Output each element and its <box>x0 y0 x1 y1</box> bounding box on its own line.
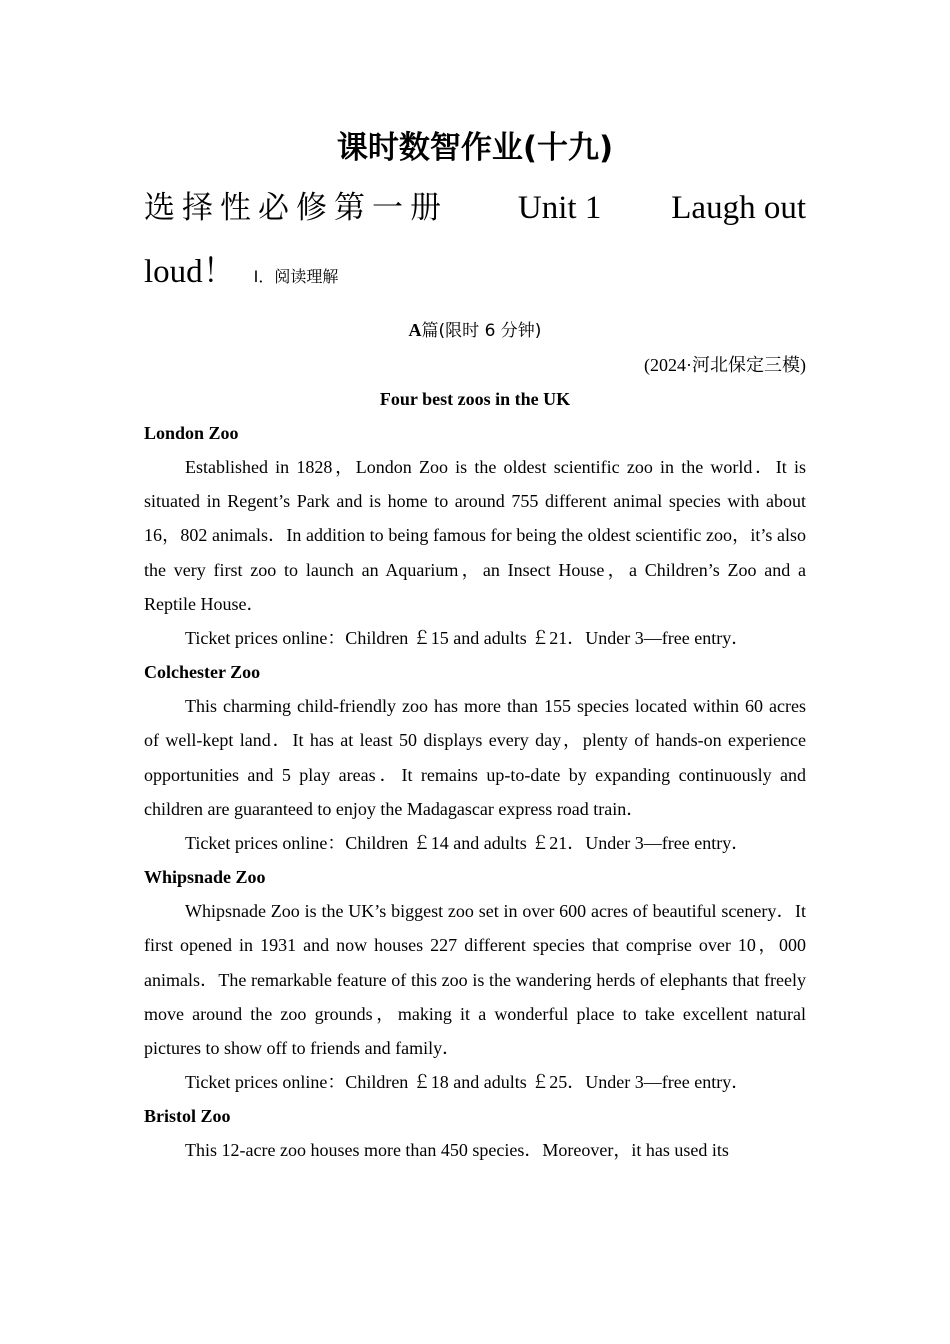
page-title: 课时数智作业(十九) <box>336 130 614 166</box>
subtitle-topic: Laugh out <box>671 190 806 226</box>
subtitle-topic-end: loud！ <box>144 254 236 290</box>
zoo-heading: Bristol Zoo <box>144 1106 231 1127</box>
subtitle-line-2 <box>144 240 806 309</box>
document-page <box>144 120 806 1168</box>
zoo-heading: London Zoo <box>144 423 239 443</box>
article-title: Four best zoos in the UK <box>379 389 571 409</box>
ticket-prices: Ticket prices online：Children ￡15 and adults ￡21．Under 3—free entry． <box>185 628 750 649</box>
zoo-paragraph: Established in 1828，London Zoo is the oldest scientific zoo in the world．It is situated in Regent’s Park and is home to around 755 different animal species with about 16，802 animals．In addition to being famous for being the oldest scientific zoo，it’s also the very first zoo to launch an Aquarium，an Insect House，a Children’s Zoo and a Reptile House． <box>144 457 806 614</box>
zoo-heading: Whipsnade Zoo <box>144 867 266 888</box>
zoo-paragraph: Whipsnade Zoo is the UK’s biggest zoo set in over 600 acres of beautiful scenery．It first opened in 1931 and now houses 227 different species that comprise over 10，000 animals．The remarkable feature of this zoo is the wandering herds of elephants that freely move around the zoo grounds，making it a wonderful place to take excellent natural pictures to show off to friends and family． <box>144 901 806 1059</box>
zoo-heading: Colchester Zoo <box>144 662 261 683</box>
zoo-paragraph: This 12-acre zoo houses more than 450 species．Moreover，it has used its <box>185 1140 729 1161</box>
passage-source: (2024·河北保定三模) <box>644 355 806 375</box>
ticket-prices: Ticket prices online：Children ￡18 and adults ￡25．Under 3—free entry． <box>185 1072 750 1093</box>
ticket-prices: Ticket prices online：Children ￡14 and adults ￡21．Under 3—free entry． <box>185 833 750 854</box>
zoo-paragraph: This charming child-friendly zoo has more than 155 species located within 60 acres of well-kept land．It has at least 50 displays every day，plenty of hands-on experience opportunities and 5 play areas．It remains up-to-date by expanding continuously and children are guaranteed to enjoy the Madagascar express road train． <box>144 696 806 819</box>
passage-part-time: 篇(限时 6 分钟) <box>421 321 542 341</box>
passage-part <box>144 313 806 348</box>
subtitle-unit: Unit 1 <box>517 190 602 226</box>
subtitle-book: 选择性必修第一册 <box>144 190 448 226</box>
subtitle-line <box>144 176 806 240</box>
passage-part-letter: A <box>408 320 422 340</box>
section-label: Ⅰ．阅读理解 <box>253 267 339 286</box>
